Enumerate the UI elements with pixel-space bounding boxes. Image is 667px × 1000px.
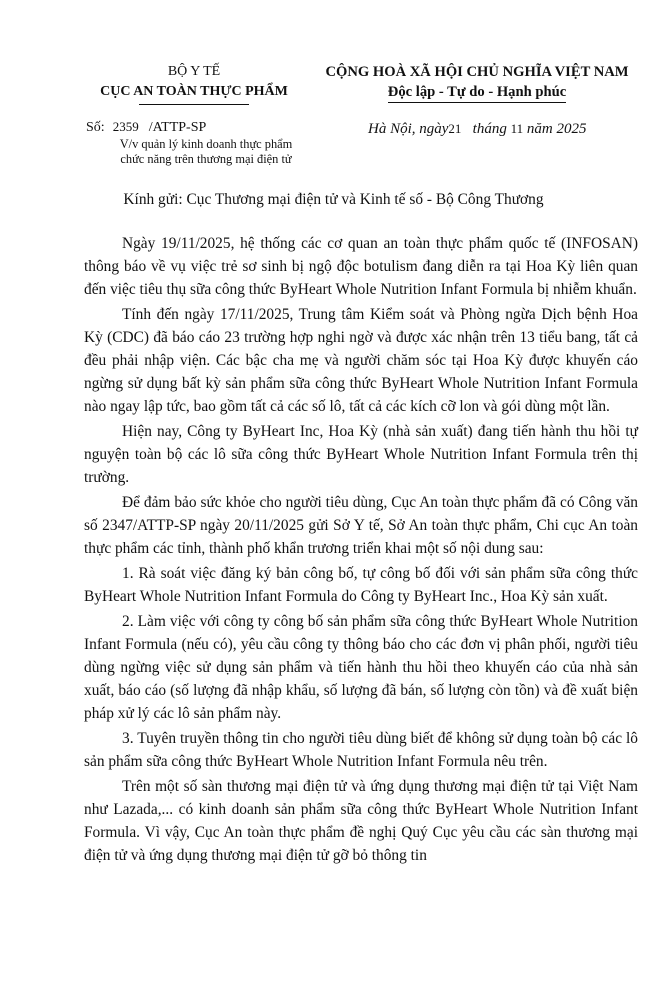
- date-year-label: năm: [526, 121, 553, 137]
- agency-underline: [139, 104, 249, 105]
- date-place-prefix: Hà Nội, ngày: [368, 121, 449, 137]
- subject-line-1: V/v quản lý kinh doanh thực phẩm: [119, 137, 293, 151]
- body-paragraph: Tính đến ngày 17/11/2025, Trung tâm Kiểm soát và Phòng ngừa Dịch bệnh Hoa Kỳ (CDC) đã báo cáo 23 trường hợp nghi ngờ và được xác nhận trên 13 tiểu bang, tất cả đều phải nhập viện. Các bậc cha mẹ và người chăm sóc tại Hoa Kỳ được khuyến cáo ngừng sử dụng bất kỳ sản phẩm sữa công thức ByHeart Whole Nutrition Infant Formula nào ngay lập tức, bao gồm tất cả các số lô, tất cả các kích cỡ lon và gói dùng một lần.: [84, 306, 638, 415]
- document-subject: [86, 137, 326, 167]
- document-number: [86, 118, 206, 137]
- document-date: [368, 120, 586, 138]
- body-list-item: 3. Tuyên truyền thông tin cho người tiêu dùng biết để không sử dụng toàn bộ các lô sản phẩm sữa công thức ByHeart Whole Nutrition Infant Formula nêu trên.: [84, 730, 638, 770]
- date-year: 2025: [556, 121, 587, 137]
- document-body: [84, 232, 638, 869]
- national-motto: Độc lập - Tự do - Hạnh phúc: [388, 82, 566, 103]
- country-name: CỘNG HOÀ XÃ HỘI CHỦ NGHĨA VIỆT NAM: [325, 64, 629, 80]
- subject-line-2: chức năng trên thương mại điện tử: [120, 152, 292, 166]
- document-number-suffix: /ATTP-SP: [148, 120, 207, 135]
- body-paragraph: Trên một số sàn thương mại điện tử và ứng dụng thương mại điện tử tại Việt Nam như Lazada,... có kinh doanh sản phẩm sữa công thức ByHeart Whole Nutrition Infant Formula. Vì vậy, Cục An toàn thực phẩm đề nghị Quý Cục yêu cầu các sàn thương mại điện tử và ứng dụng thương mại điện tử gỡ bỏ thông tin: [84, 778, 638, 864]
- document-number-label: Số:: [86, 120, 105, 135]
- national-header-block: [318, 62, 636, 103]
- issuing-agency-block: [78, 62, 310, 105]
- agency-name: CỤC AN TOÀN THỰC PHẨM: [100, 84, 288, 99]
- document-number-value: 2359: [112, 119, 139, 134]
- body-list-item: 1. Rà soát việc đăng ký bản công bố, tự công bố đối với sản phẩm sữa công thức ByHeart Whole Nutrition Infant Formula do Công ty ByHeart Inc., Hoa Kỳ sản xuất.: [84, 565, 638, 605]
- body-paragraph: Ngày 19/11/2025, hệ thống các cơ quan an toàn thực phẩm quốc tế (INFOSAN) thông báo về vụ việc trẻ sơ sinh bị ngộ độc botulism đang diễn ra tại Hoa Kỳ liên quan đến việc tiêu thụ sữa công thức ByHeart Whole Nutrition Infant Formula bị nhiễm khuẩn.: [84, 235, 638, 298]
- body-list-item: 2. Làm việc với công ty công bố sản phẩm sữa công thức ByHeart Whole Nutrition Infant Formula (nếu có), yêu cầu công ty thông báo cho các đơn vị phân phối, người tiêu dùng ngừng việc sử dụng sản phẩm và tiến hành thu hồi theo khuyến cáo của nhà sản xuất, báo cáo (số lượng đã nhập khẩu, số lượng đã bán, số lượng còn tồn) và đề xuất biện pháp xử lý các lô sản phẩm này.: [84, 613, 638, 722]
- body-paragraph: Để đảm bảo sức khỏe cho người tiêu dùng, Cục An toàn thực phẩm đã có Công văn số 2347/ATTP-SP ngày 20/11/2025 gửi Sở Y tế, Sở An toàn thực phẩm, Chi cục An toàn thực phẩm các tỉnh, thành phố khẩn trương triển khai một số nội dung sau:: [84, 494, 638, 557]
- ministry-name: BỘ Y TẾ: [167, 64, 221, 79]
- body-paragraph: Hiện nay, Công ty ByHeart Inc, Hoa Kỳ (nhà sản xuất) đang tiến hành thu hồi tự nguyện toàn bộ các lô sữa công thức ByHeart Whole Nutrition Infant Formula trên thị trường.: [84, 423, 638, 486]
- date-month: 11: [510, 121, 524, 136]
- date-day: 21: [448, 121, 462, 136]
- date-month-label: tháng: [472, 121, 507, 137]
- recipient-greeting: Kính gửi: Cục Thương mại điện tử và Kinh tế số - Bộ Công Thương: [123, 191, 544, 208]
